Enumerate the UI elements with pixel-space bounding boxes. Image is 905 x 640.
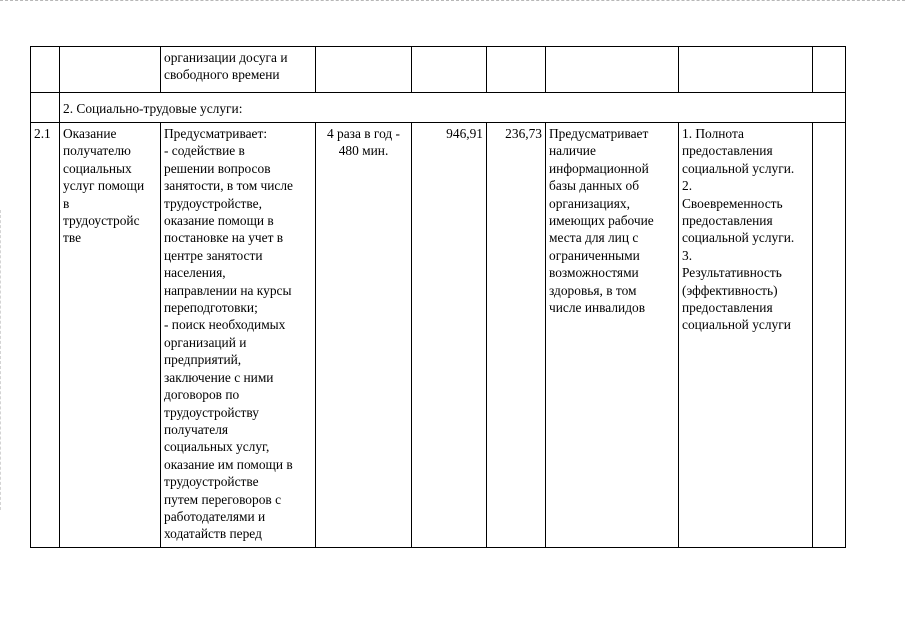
service-conditions: Предусматривает наличие информационной базы данных об организациях, имеющих рабочие места для лиц с ограниченными возможностями здоровья, в том числе инвалидов bbox=[546, 123, 679, 548]
cell-price1-empty bbox=[412, 47, 487, 93]
cell-number-empty bbox=[31, 47, 60, 93]
service-description: Предусматривает: - содействие в решении вопросов занятости, в том числе трудоустройстве, оказание помощи в постановке на учет в центре занятости населения, направлении на курсы переподготовки; - поиск необходимых организаций и предприятий, заключение с ними договоров по трудоустройству получателя социальных услуг, оказание им помощи в трудоустройстве путем переговоров с работодателями и ходатайств перед bbox=[161, 123, 316, 548]
cell-quality-empty bbox=[679, 47, 813, 93]
service-price-1: 946,91 bbox=[412, 123, 487, 548]
table-row-continuation bbox=[31, 47, 846, 93]
cell-section-number-empty bbox=[31, 93, 60, 123]
cell-conditions-empty bbox=[546, 47, 679, 93]
cell-description-tail: организации досуга и свободного времени bbox=[161, 47, 316, 93]
cell-extra-empty-service bbox=[813, 123, 846, 548]
service-frequency: 4 раза в год - 480 мин. bbox=[316, 123, 412, 548]
service-price-2: 236,73 bbox=[487, 123, 546, 548]
scan-edge-top bbox=[0, 0, 905, 3]
cell-frequency-empty bbox=[316, 47, 412, 93]
cell-name-empty bbox=[60, 47, 161, 93]
service-name: Оказание получателю социальных услуг помощи в трудоустройс тве bbox=[60, 123, 161, 548]
scan-edge-left bbox=[0, 210, 2, 510]
table-row-service bbox=[31, 123, 846, 548]
table-row-section bbox=[31, 93, 846, 123]
cell-price2-empty bbox=[487, 47, 546, 93]
service-quality-indicators: 1. Полнота предоставления социальной услуги. 2. Своевременность предоставления социальной услуги. 3. Результативность (эффективность) предоставления социальной услуги bbox=[679, 123, 813, 548]
section-title: 2. Социально-трудовые услуги: bbox=[60, 93, 846, 123]
cell-extra-empty bbox=[813, 47, 846, 93]
services-table bbox=[30, 46, 846, 548]
service-number: 2.1 bbox=[31, 123, 60, 548]
